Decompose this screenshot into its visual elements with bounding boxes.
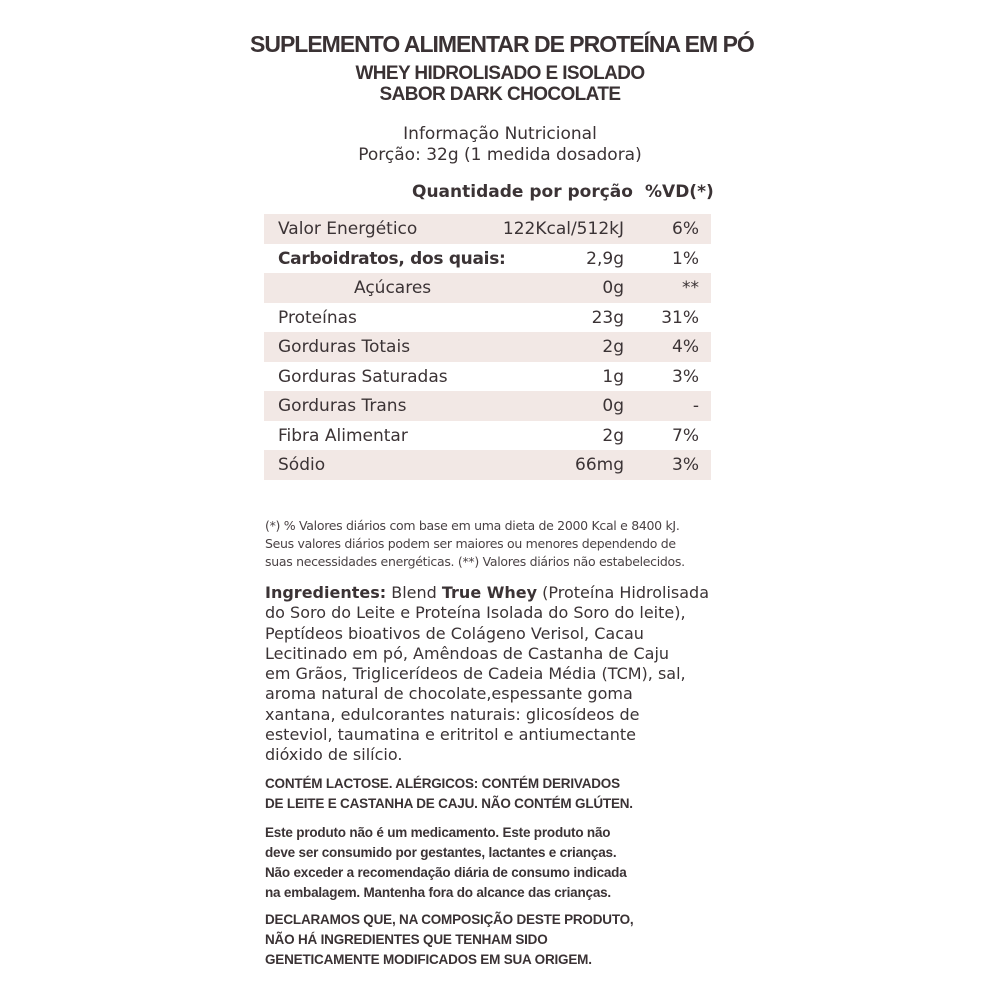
- ingredients-line: [265, 583, 735, 603]
- nutrient-name: Sódio: [278, 455, 326, 475]
- gmo-declaration: [265, 910, 735, 970]
- nutrient-name: Fibra Alimentar: [278, 425, 408, 446]
- nutrient-quantity: 2,9g: [586, 248, 624, 269]
- table-row: [264, 214, 711, 244]
- gmo-line: DECLARAMOS QUE, NA COMPOSIÇÃO DESTE PRODUTO,: [265, 912, 634, 927]
- nutrient-daily-value: 7%: [672, 425, 699, 446]
- nutrient-name: Açúcares: [354, 278, 432, 298]
- portion-size: Porção: 32g (1 medida dosadora): [358, 145, 642, 165]
- table-row: [264, 421, 711, 451]
- footnote-line: Seus valores diários podem ser maiores ou menores dependendo de: [265, 536, 676, 551]
- ingredients-line: em Grãos, Triglicerídeos de Cadeia Média (TCM), sal,: [265, 664, 686, 684]
- nutrient-daily-value: 6%: [672, 219, 699, 239]
- nutrient-daily-value: 31%: [661, 307, 699, 328]
- ingredients-line: esteviol, taumatina e eritritol e antiumectante: [265, 725, 636, 745]
- nutrient-name: Gorduras Totais: [278, 337, 411, 357]
- gmo-line: NÃO HÁ INGREDIENTES QUE TENHAM SIDO: [265, 932, 548, 947]
- nutrient-daily-value: 1%: [672, 248, 699, 269]
- nutrient-quantity: 2g: [602, 337, 624, 357]
- nutrient-daily-value: 4%: [672, 337, 699, 357]
- ingredients-line: dióxido de silício.: [265, 745, 403, 765]
- nutrient-quantity: 2g: [602, 425, 624, 446]
- table-row: [264, 244, 711, 274]
- warning-statement: [265, 823, 735, 903]
- ingredients-line: aroma natural de chocolate,espessante goma: [265, 684, 633, 704]
- ingredients-line: xantana, edulcorantes naturais: glicosídeos de: [265, 704, 640, 724]
- nutrient-name: Valor Energético: [278, 219, 418, 239]
- nutrient-quantity: 66mg: [575, 455, 624, 475]
- column-header-daily-value: %VD(*): [645, 182, 714, 202]
- nutrient-daily-value: 3%: [672, 455, 699, 475]
- allergen-line: DE LEITE E CASTANHA DE CAJU. NÃO CONTÉM GLÚTEN.: [265, 796, 633, 811]
- product-subtitle-type: WHEY HIDROLISADO E ISOLADO: [355, 63, 645, 84]
- footnote-line: (*) % Valores diários com base em uma dieta de 2000 Kcal e 8400 kJ.: [265, 518, 680, 533]
- ingredients-line: Lecitinado em pó, Amêndoas de Castanha de Caju: [265, 643, 670, 663]
- nutrition-table: [264, 214, 711, 480]
- table-row: [264, 391, 711, 421]
- warning-line: deve ser consumido por gestantes, lactantes e crianças.: [265, 845, 617, 860]
- warning-line: Não exceder a recomendação diária de consumo indicada: [265, 865, 627, 880]
- nutrient-daily-value: -: [692, 396, 699, 416]
- warning-line: Este produto não é um medicamento. Este produto não: [265, 825, 611, 840]
- table-row: [264, 362, 711, 392]
- ingredients-text: Blend: [386, 583, 442, 602]
- warning-line: na embalagem. Mantenha fora do alcance das crianças.: [265, 885, 611, 900]
- allergen-line: CONTÉM LACTOSE. ALÉRGICOS: CONTÉM DERIVADOS: [265, 776, 620, 791]
- nutrient-name: Carboidratos, dos quais:: [278, 248, 506, 269]
- nutrient-daily-value: **: [682, 278, 699, 298]
- nutrient-quantity: 23g: [591, 307, 624, 328]
- product-title: SUPLEMENTO ALIMENTAR DE PROTEÍNA EM PÓ: [250, 31, 754, 57]
- allergen-statement: [265, 774, 735, 814]
- table-row: [264, 450, 711, 480]
- ingredients-list: [265, 583, 735, 766]
- footnote-line: suas necessidades energéticas. (**) Valores diários não estabelecidos.: [265, 554, 685, 569]
- nutrient-quantity: 0g: [602, 396, 624, 416]
- table-row: [264, 332, 711, 362]
- nutrient-daily-value: 3%: [672, 366, 699, 387]
- daily-value-footnote: [265, 517, 735, 571]
- nutrient-quantity: 122Kcal/512kJ: [502, 219, 624, 239]
- ingredients-label: Ingredientes:: [265, 583, 387, 602]
- table-row: [264, 303, 711, 333]
- ingredients-text: (Proteína Hidrolisada: [537, 583, 710, 602]
- nutrition-heading: Informação Nutricional: [403, 124, 597, 144]
- ingredients-line: Peptídeos bioativos de Colágeno Verisol, Cacau: [265, 623, 644, 643]
- product-subtitle-flavor: SABOR DARK CHOCOLATE: [379, 84, 621, 105]
- nutrient-name: Gorduras Trans: [278, 396, 407, 416]
- gmo-line: GENETICAMENTE MODIFICADOS EM SUA ORIGEM.: [265, 952, 592, 967]
- ingredients-brand: True Whey: [441, 583, 538, 602]
- nutrient-quantity: 1g: [602, 366, 624, 387]
- table-row: [264, 273, 711, 303]
- nutrient-name: Gorduras Saturadas: [278, 366, 448, 387]
- column-header-quantity: Quantidade por porção: [412, 182, 633, 202]
- nutrient-name: Proteínas: [278, 307, 357, 328]
- ingredients-line: do Soro do Leite e Proteína Isolada do Soro do leite),: [265, 603, 686, 623]
- nutrient-quantity: 0g: [602, 278, 624, 298]
